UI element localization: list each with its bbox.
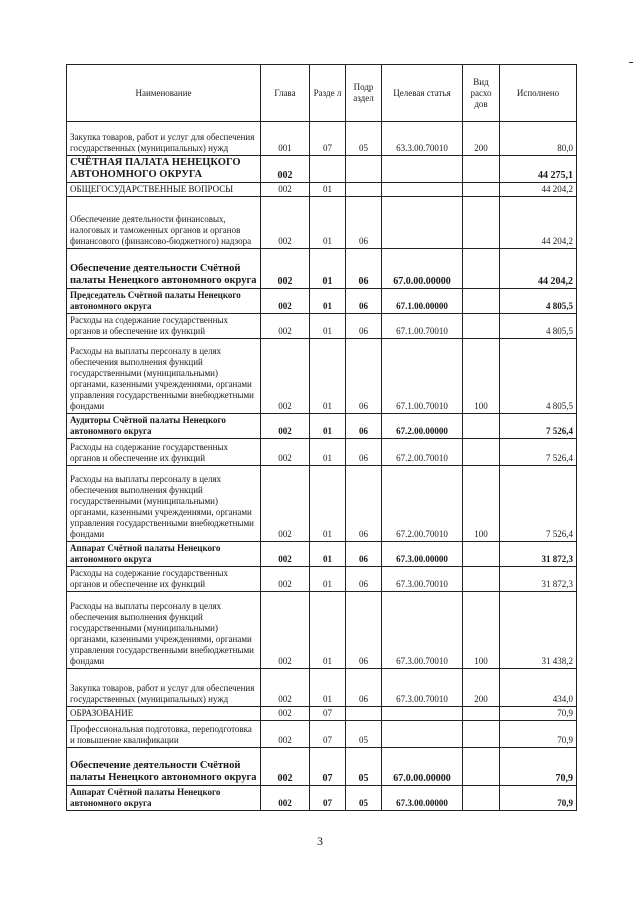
cell-sum: 70,9 xyxy=(500,786,577,811)
cell-name: Закупка товаров, работ и услуг для обеспечения государственных (муниципальных) нужд xyxy=(67,122,261,156)
cell-sum: 44 204,2 xyxy=(500,197,577,249)
cell-razdel: 01 xyxy=(310,314,346,339)
cell-podrazdel: 06 xyxy=(346,197,382,249)
cell-glava: 002 xyxy=(261,314,310,339)
table-row xyxy=(67,289,577,314)
cell-podrazdel: 06 xyxy=(346,542,382,567)
cell-name: Расходы на выплаты персоналу в целях обеспечения выполнения функций государственными (муниципальными) органами, казенными учреждениями, органами управления государственными внебюджетными фондами xyxy=(67,466,261,542)
cell-sum: 4 805,5 xyxy=(500,289,577,314)
table-row xyxy=(67,567,577,592)
cell-sum: 31 872,3 xyxy=(500,567,577,592)
cell-vid xyxy=(463,156,500,183)
cell-sum: 31 438,2 xyxy=(500,592,577,669)
cell-razdel: 01 xyxy=(310,466,346,542)
cell-podrazdel: 05 xyxy=(346,721,382,748)
table-row xyxy=(67,439,577,466)
cell-razdel: 07 xyxy=(310,721,346,748)
header-name: Наименование xyxy=(67,65,261,122)
cell-glava: 002 xyxy=(261,156,310,183)
cell-podrazdel: 06 xyxy=(346,567,382,592)
cell-name: Расходы на выплаты персоналу в целях обеспечения выполнения функций государственными (муниципальными) органами, казенными учреждениями, органами управления государственными внебюджетными фондами xyxy=(67,592,261,669)
table-row xyxy=(67,669,577,707)
cell-vid xyxy=(463,786,500,811)
header-statya: Целевая статья xyxy=(382,65,463,122)
cell-sum: 44 275,1 xyxy=(500,156,577,183)
cell-name: Обеспечение деятельности Счётной палаты Ненецкого автономного округа xyxy=(67,249,261,289)
cell-glava: 002 xyxy=(261,466,310,542)
cell-vid xyxy=(463,414,500,439)
cell-podrazdel: 06 xyxy=(346,249,382,289)
header-glava: Глава xyxy=(261,65,310,122)
table-row xyxy=(67,414,577,439)
cell-vid: 100 xyxy=(463,339,500,414)
cell-podrazdel: 06 xyxy=(346,339,382,414)
cell-name: Расходы на содержание государственных органов и обеспечение их функций xyxy=(67,567,261,592)
cell-vid xyxy=(463,721,500,748)
cell-razdel: 01 xyxy=(310,414,346,439)
header-vid: Вид расхо дов xyxy=(463,65,500,122)
cell-statya: 67.0.00.00000 xyxy=(382,748,463,786)
cell-razdel: 07 xyxy=(310,707,346,721)
cell-podrazdel: 06 xyxy=(346,592,382,669)
cell-razdel: 01 xyxy=(310,339,346,414)
cell-sum: 80,0 xyxy=(500,122,577,156)
table-row xyxy=(67,339,577,414)
cell-glava: 002 xyxy=(261,197,310,249)
cell-statya: 67.2.00.70010 xyxy=(382,439,463,466)
table-row xyxy=(67,156,577,183)
cell-name: Председатель Счётной палаты Ненецкого автономного округа xyxy=(67,289,261,314)
cell-vid xyxy=(463,748,500,786)
header-ispolneno: Исполнено xyxy=(500,65,577,122)
cell-vid xyxy=(463,439,500,466)
cell-razdel: 07 xyxy=(310,748,346,786)
table-body xyxy=(67,122,577,811)
cell-statya xyxy=(382,183,463,197)
cell-podrazdel: 05 xyxy=(346,786,382,811)
cell-statya: 67.2.00.00000 xyxy=(382,414,463,439)
budget-table xyxy=(66,64,577,811)
cell-statya xyxy=(382,156,463,183)
table-row xyxy=(67,748,577,786)
cell-vid: 200 xyxy=(463,122,500,156)
cell-glava: 002 xyxy=(261,339,310,414)
cell-glava: 002 xyxy=(261,721,310,748)
cell-glava: 002 xyxy=(261,786,310,811)
cell-glava: 001 xyxy=(261,122,310,156)
cell-glava: 002 xyxy=(261,567,310,592)
cell-sum: 44 204,2 xyxy=(500,249,577,289)
cell-statya: 67.1.00.70010 xyxy=(382,339,463,414)
cell-vid xyxy=(463,707,500,721)
cell-razdel: 01 xyxy=(310,289,346,314)
cell-sum: 4 805,5 xyxy=(500,314,577,339)
cell-podrazdel: 05 xyxy=(346,122,382,156)
cell-glava: 002 xyxy=(261,542,310,567)
cell-razdel: 01 xyxy=(310,542,346,567)
header-podrazdel: Подр аздел xyxy=(346,65,382,122)
cell-razdel: 01 xyxy=(310,592,346,669)
cell-statya: 67.1.00.00000 xyxy=(382,289,463,314)
cell-glava: 002 xyxy=(261,748,310,786)
cell-glava: 002 xyxy=(261,669,310,707)
cell-sum: 70,9 xyxy=(500,748,577,786)
table-row xyxy=(67,122,577,156)
cell-statya: 67.0.00.00000 xyxy=(382,249,463,289)
cell-glava: 002 xyxy=(261,414,310,439)
cell-razdel: 07 xyxy=(310,786,346,811)
cell-vid: 100 xyxy=(463,466,500,542)
cell-sum: 7 526,4 xyxy=(500,466,577,542)
scan-mark xyxy=(629,62,633,63)
cell-razdel: 01 xyxy=(310,249,346,289)
cell-name: Аудиторы Счётной палаты Ненецкого автономного округа xyxy=(67,414,261,439)
cell-podrazdel: 06 xyxy=(346,439,382,466)
table-row xyxy=(67,314,577,339)
cell-sum: 4 805,5 xyxy=(500,339,577,414)
cell-glava: 002 xyxy=(261,289,310,314)
cell-statya xyxy=(382,197,463,249)
cell-statya: 63.3.00.70010 xyxy=(382,122,463,156)
cell-name: СЧЁТНАЯ ПАЛАТА НЕНЕЦКОГО АВТОНОМНОГО ОКРУГА xyxy=(67,156,261,183)
cell-sum: 44 204,2 xyxy=(500,183,577,197)
cell-podrazdel xyxy=(346,183,382,197)
cell-statya: 67.3.00.70010 xyxy=(382,567,463,592)
table-row xyxy=(67,721,577,748)
cell-razdel: 01 xyxy=(310,439,346,466)
cell-podrazdel: 06 xyxy=(346,466,382,542)
table-row xyxy=(67,786,577,811)
cell-vid: 100 xyxy=(463,592,500,669)
cell-name: Расходы на выплаты персоналу в целях обеспечения выполнения функций государственными (муниципальными) органами, казенными учреждениями, органами управления государственными внебюджетными фондами xyxy=(67,339,261,414)
cell-statya: 67.2.00.70010 xyxy=(382,466,463,542)
page-number: 3 xyxy=(317,834,323,848)
table-row xyxy=(67,707,577,721)
cell-glava: 002 xyxy=(261,439,310,466)
cell-name: ОБЩЕГОСУДАРСТВЕННЫЕ ВОПРОСЫ xyxy=(67,183,261,197)
cell-glava: 002 xyxy=(261,592,310,669)
cell-vid xyxy=(463,314,500,339)
cell-statya: 67.1.00.70010 xyxy=(382,314,463,339)
cell-name: Обеспечение деятельности финансовых, налоговых и таможенных органов и органов финансового (финансово-бюджетного) надзора xyxy=(67,197,261,249)
cell-name: Профессиональная подготовка, переподготовка и повышение квалификации xyxy=(67,721,261,748)
cell-sum: 70,9 xyxy=(500,707,577,721)
cell-razdel xyxy=(310,156,346,183)
cell-vid xyxy=(463,567,500,592)
cell-name: Аппарат Счётной палаты Ненецкого автономного округа xyxy=(67,786,261,811)
cell-sum: 31 872,3 xyxy=(500,542,577,567)
table-header-row xyxy=(67,65,577,122)
table-row xyxy=(67,183,577,197)
cell-vid xyxy=(463,197,500,249)
table-row xyxy=(67,592,577,669)
cell-razdel: 01 xyxy=(310,567,346,592)
table-row xyxy=(67,249,577,289)
cell-podrazdel xyxy=(346,707,382,721)
cell-podrazdel: 06 xyxy=(346,669,382,707)
cell-statya: 67.3.00.70010 xyxy=(382,592,463,669)
cell-vid: 200 xyxy=(463,669,500,707)
cell-sum: 70,9 xyxy=(500,721,577,748)
cell-podrazdel: 06 xyxy=(346,414,382,439)
header-razdel: Разде л xyxy=(310,65,346,122)
cell-sum: 434,0 xyxy=(500,669,577,707)
cell-vid xyxy=(463,542,500,567)
cell-statya: 67.3.00.00000 xyxy=(382,786,463,811)
cell-razdel: 01 xyxy=(310,197,346,249)
cell-podrazdel xyxy=(346,156,382,183)
cell-name: Обеспечение деятельности Счётной палаты Ненецкого автономного округа xyxy=(67,748,261,786)
cell-sum: 7 526,4 xyxy=(500,414,577,439)
cell-glava: 002 xyxy=(261,183,310,197)
table-row xyxy=(67,197,577,249)
cell-vid xyxy=(463,183,500,197)
cell-razdel: 01 xyxy=(310,183,346,197)
cell-razdel: 07 xyxy=(310,122,346,156)
cell-statya: 67.3.00.70010 xyxy=(382,669,463,707)
cell-podrazdel: 06 xyxy=(346,289,382,314)
cell-name: Расходы на содержание государственных органов и обеспечение их функций xyxy=(67,439,261,466)
cell-glava: 002 xyxy=(261,707,310,721)
table-row xyxy=(67,466,577,542)
cell-statya xyxy=(382,721,463,748)
cell-vid xyxy=(463,249,500,289)
cell-sum: 7 526,4 xyxy=(500,439,577,466)
cell-podrazdel: 05 xyxy=(346,748,382,786)
cell-name: Аппарат Счётной палаты Ненецкого автономного округа xyxy=(67,542,261,567)
cell-podrazdel: 06 xyxy=(346,314,382,339)
cell-razdel: 01 xyxy=(310,669,346,707)
cell-glava: 002 xyxy=(261,249,310,289)
cell-name: Расходы на содержание государственных органов и обеспечение их функций xyxy=(67,314,261,339)
table-row xyxy=(67,542,577,567)
cell-statya: 67.3.00.00000 xyxy=(382,542,463,567)
cell-name: Закупка товаров, работ и услуг для обеспечения государственных (муниципальных) нужд xyxy=(67,669,261,707)
cell-statya xyxy=(382,707,463,721)
cell-name: ОБРАЗОВАНИЕ xyxy=(67,707,261,721)
cell-vid xyxy=(463,289,500,314)
